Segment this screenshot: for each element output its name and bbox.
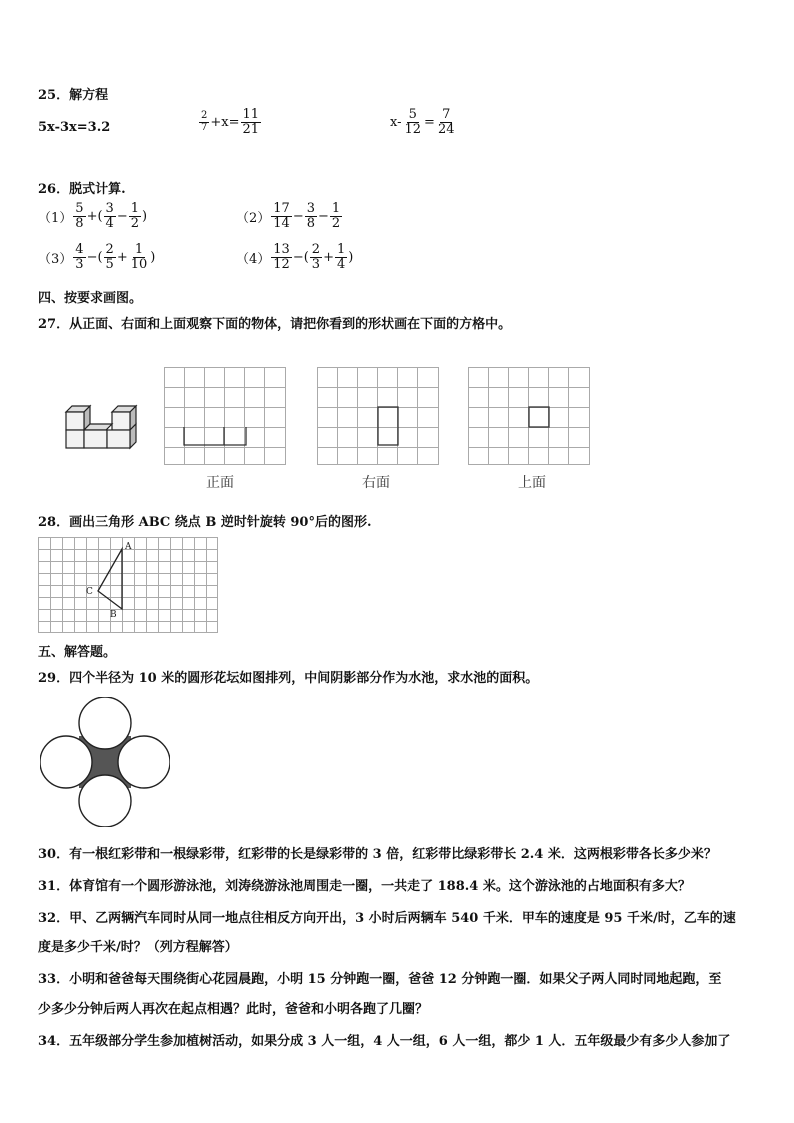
q26-item-4: （4） $\frac{13}{12}$ −( $\frac{2}{3}$ + $\frac{1}{4}$ ) bbox=[236, 242, 354, 272]
q26-item-1: （1） $\frac{5}{8}$ +( $\frac{3}{4}$ − $\frac{1}{2}$ ) bbox=[38, 201, 148, 231]
q34-text: 34．五年级部分学生参加植树活动，如果分成 3 人一组，4 人一组，6 人一组，都少 1 人．五年级最少有多少人参加了 bbox=[38, 1034, 731, 1049]
q28-text: 28．画出三角形 ABC 绕点 B 逆时针旋转 90°后的图形. bbox=[38, 515, 372, 530]
q28-point-b: B bbox=[110, 610, 117, 620]
q32-line1: 32．甲、乙两辆汽车同时从同一地点往相反方向开出，3 小时后两辆车 540 千米．甲车的速度是 95 千米/时，乙车的速 bbox=[38, 911, 736, 926]
q26-item-2: （2） $\frac{17}{14}$ − $\frac{3}{8}$ − $\frac{1}{2}$ bbox=[236, 201, 341, 231]
q31-text: 31．体育馆有一个圆形游泳池，刘涛绕游泳池周围走一圈，一共走了 188.4 米。这个游泳池的占地面积有多大？ bbox=[38, 879, 691, 894]
q27-label-top: 上面 bbox=[518, 475, 546, 491]
q25-eq3: x- $\frac{5}{12}$ = $\frac{7}{24}$ bbox=[390, 107, 455, 137]
q28-grid bbox=[38, 537, 218, 633]
q27-label-front: 正面 bbox=[206, 475, 234, 491]
q27-label-right: 右面 bbox=[362, 475, 390, 491]
q25-eq2: $\frac{2}{7}$ +x= $\frac{11}{21}$ bbox=[201, 107, 260, 137]
q27-grid-front bbox=[164, 367, 286, 465]
q28-point-c: C bbox=[86, 587, 93, 597]
q25-title: 25．解方程 bbox=[38, 88, 109, 103]
q27-grid-right bbox=[317, 367, 439, 465]
section-5-heading: 五、解答题。 bbox=[38, 645, 117, 660]
q27-cube-object bbox=[60, 400, 140, 464]
q26-item-3: （3） $\frac{4}{3}$ −( $\frac{2}{5}$ + $\frac{1}{10}$ ) bbox=[38, 242, 156, 272]
q29-four-circles-figure bbox=[40, 697, 170, 827]
q28-point-a: A bbox=[125, 542, 132, 552]
q29-text: 29．四个半径为 10 米的圆形花坛如图排列，中间阴影部分作为水池，求水池的面积。 bbox=[38, 671, 539, 686]
q26-title: 26．脱式计算. bbox=[38, 182, 126, 197]
q25-eq1: 5x-3x=3.2 bbox=[38, 120, 111, 135]
q33-line2: 少多少分钟后两人再次在起点相遇？此时，爸爸和小明各跑了几圈？ bbox=[38, 1002, 429, 1017]
q30-text: 30．有一根红彩带和一根绿彩带，红彩带的长是绿彩带的 3 倍，红彩带比绿彩带长 2.4 米．这两根彩带各长多少米？ bbox=[38, 847, 717, 862]
q32-line2: 度是多少千米/时？（列方程解答） bbox=[38, 940, 238, 955]
q33-line1: 33．小明和爸爸每天围绕街心花园晨跑，小明 15 分钟跑一圈，爸爸 12 分钟跑一圈．如果父子两人同时同地起跑，至 bbox=[38, 972, 722, 987]
section-4-heading: 四、按要求画图。 bbox=[38, 291, 143, 306]
q27-grid-top bbox=[468, 367, 590, 465]
q27-text: 27．从正面、右面和上面观察下面的物体，请把你看到的形状画在下面的方格中。 bbox=[38, 317, 512, 332]
